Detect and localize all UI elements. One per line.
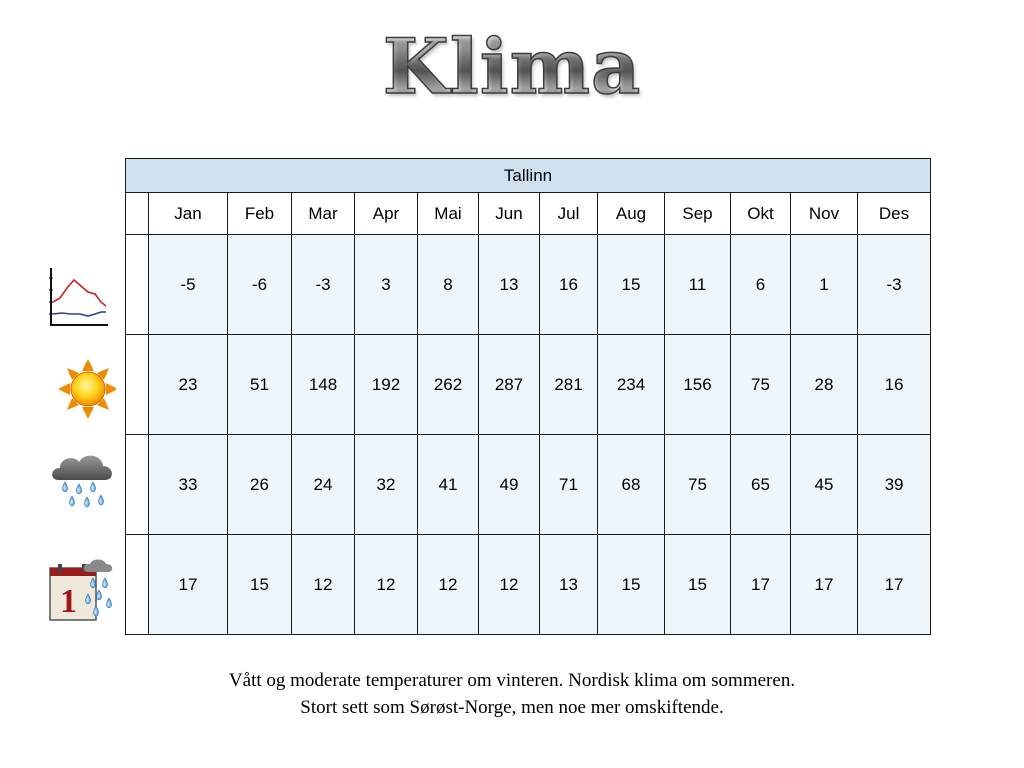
rain-days-calendar-icon — [48, 558, 116, 622]
month-header: Sep — [665, 193, 731, 235]
table-cell: 51 — [228, 335, 292, 435]
caption-line: Stort sett som Sørøst-Norge, men noe mer omskiftende. — [300, 697, 724, 718]
corner-cell — [126, 193, 149, 235]
month-header: Mai — [418, 193, 479, 235]
month-header: Okt — [731, 193, 791, 235]
table-cell: 71 — [540, 435, 598, 535]
row-label-cell — [126, 235, 149, 335]
page-title: Klima — [0, 22, 1024, 111]
city-name: Tallinn — [126, 159, 931, 193]
row-label-cell — [126, 435, 149, 535]
table-cell: 68 — [598, 435, 665, 535]
table-cell: 148 — [292, 335, 355, 435]
table-cell: 32 — [355, 435, 418, 535]
table-cell: 1 — [791, 235, 858, 335]
table-cell: 13 — [540, 535, 598, 635]
calendar-number: 1 — [60, 583, 77, 620]
table-cell: -3 — [292, 235, 355, 335]
table-cell: 287 — [479, 335, 540, 435]
month-header: Aug — [598, 193, 665, 235]
table-cell: 234 — [598, 335, 665, 435]
table-cell: 75 — [731, 335, 791, 435]
table-cell: 24 — [292, 435, 355, 535]
table-cell: 15 — [228, 535, 292, 635]
table-cell: 156 — [665, 335, 731, 435]
table-cell: 281 — [540, 335, 598, 435]
table-cell: 17 — [731, 535, 791, 635]
table-cell: 17 — [791, 535, 858, 635]
table-cell: 28 — [791, 335, 858, 435]
caption-line: Vått og moderate temperaturer om vinteren. Nordisk klima om sommeren. — [228, 670, 796, 691]
climate-table — [125, 158, 931, 635]
table-cell: 15 — [598, 535, 665, 635]
month-header-row — [126, 193, 931, 235]
table-cell: 39 — [858, 435, 931, 535]
table-cell: 12 — [355, 535, 418, 635]
sun-icon — [48, 356, 116, 420]
table-cell: -6 — [228, 235, 292, 335]
table-cell: 33 — [149, 435, 228, 535]
rain-days-row — [126, 535, 931, 635]
table-cell: 16 — [858, 335, 931, 435]
city-header-row — [126, 159, 931, 193]
table-cell: 3 — [355, 235, 418, 335]
table-cell: 65 — [731, 435, 791, 535]
table-cell: 12 — [292, 535, 355, 635]
table-cell: 17 — [149, 535, 228, 635]
temperature-chart-icon — [48, 266, 116, 330]
table-cell: -5 — [149, 235, 228, 335]
rain-cloud-icon — [48, 450, 116, 514]
table-cell: 15 — [598, 235, 665, 335]
table-cell: 6 — [731, 235, 791, 335]
table-cell: 12 — [479, 535, 540, 635]
row-label-cell — [126, 335, 149, 435]
month-header: Nov — [791, 193, 858, 235]
month-header: Feb — [228, 193, 292, 235]
month-header: Apr — [355, 193, 418, 235]
table-cell: 262 — [418, 335, 479, 435]
month-header: Jul — [540, 193, 598, 235]
table-cell: 15 — [665, 535, 731, 635]
table-cell: 8 — [418, 235, 479, 335]
table-cell: 12 — [418, 535, 479, 635]
table-cell: 192 — [355, 335, 418, 435]
table-cell: 16 — [540, 235, 598, 335]
precipitation-row — [126, 435, 931, 535]
month-header: Jun — [479, 193, 540, 235]
caption-text — [0, 667, 1024, 721]
table-cell: 17 — [858, 535, 931, 635]
month-header: Des — [858, 193, 931, 235]
month-header: Jan — [149, 193, 228, 235]
sunshine-row — [126, 335, 931, 435]
table-cell: 41 — [418, 435, 479, 535]
table-cell: 13 — [479, 235, 540, 335]
table-cell: -3 — [858, 235, 931, 335]
table-cell: 23 — [149, 335, 228, 435]
table-cell: 49 — [479, 435, 540, 535]
row-label-cell — [126, 535, 149, 635]
table-cell: 11 — [665, 235, 731, 335]
table-cell: 26 — [228, 435, 292, 535]
temperature-row — [126, 235, 931, 335]
month-header: Mar — [292, 193, 355, 235]
table-cell: 45 — [791, 435, 858, 535]
table-cell: 75 — [665, 435, 731, 535]
